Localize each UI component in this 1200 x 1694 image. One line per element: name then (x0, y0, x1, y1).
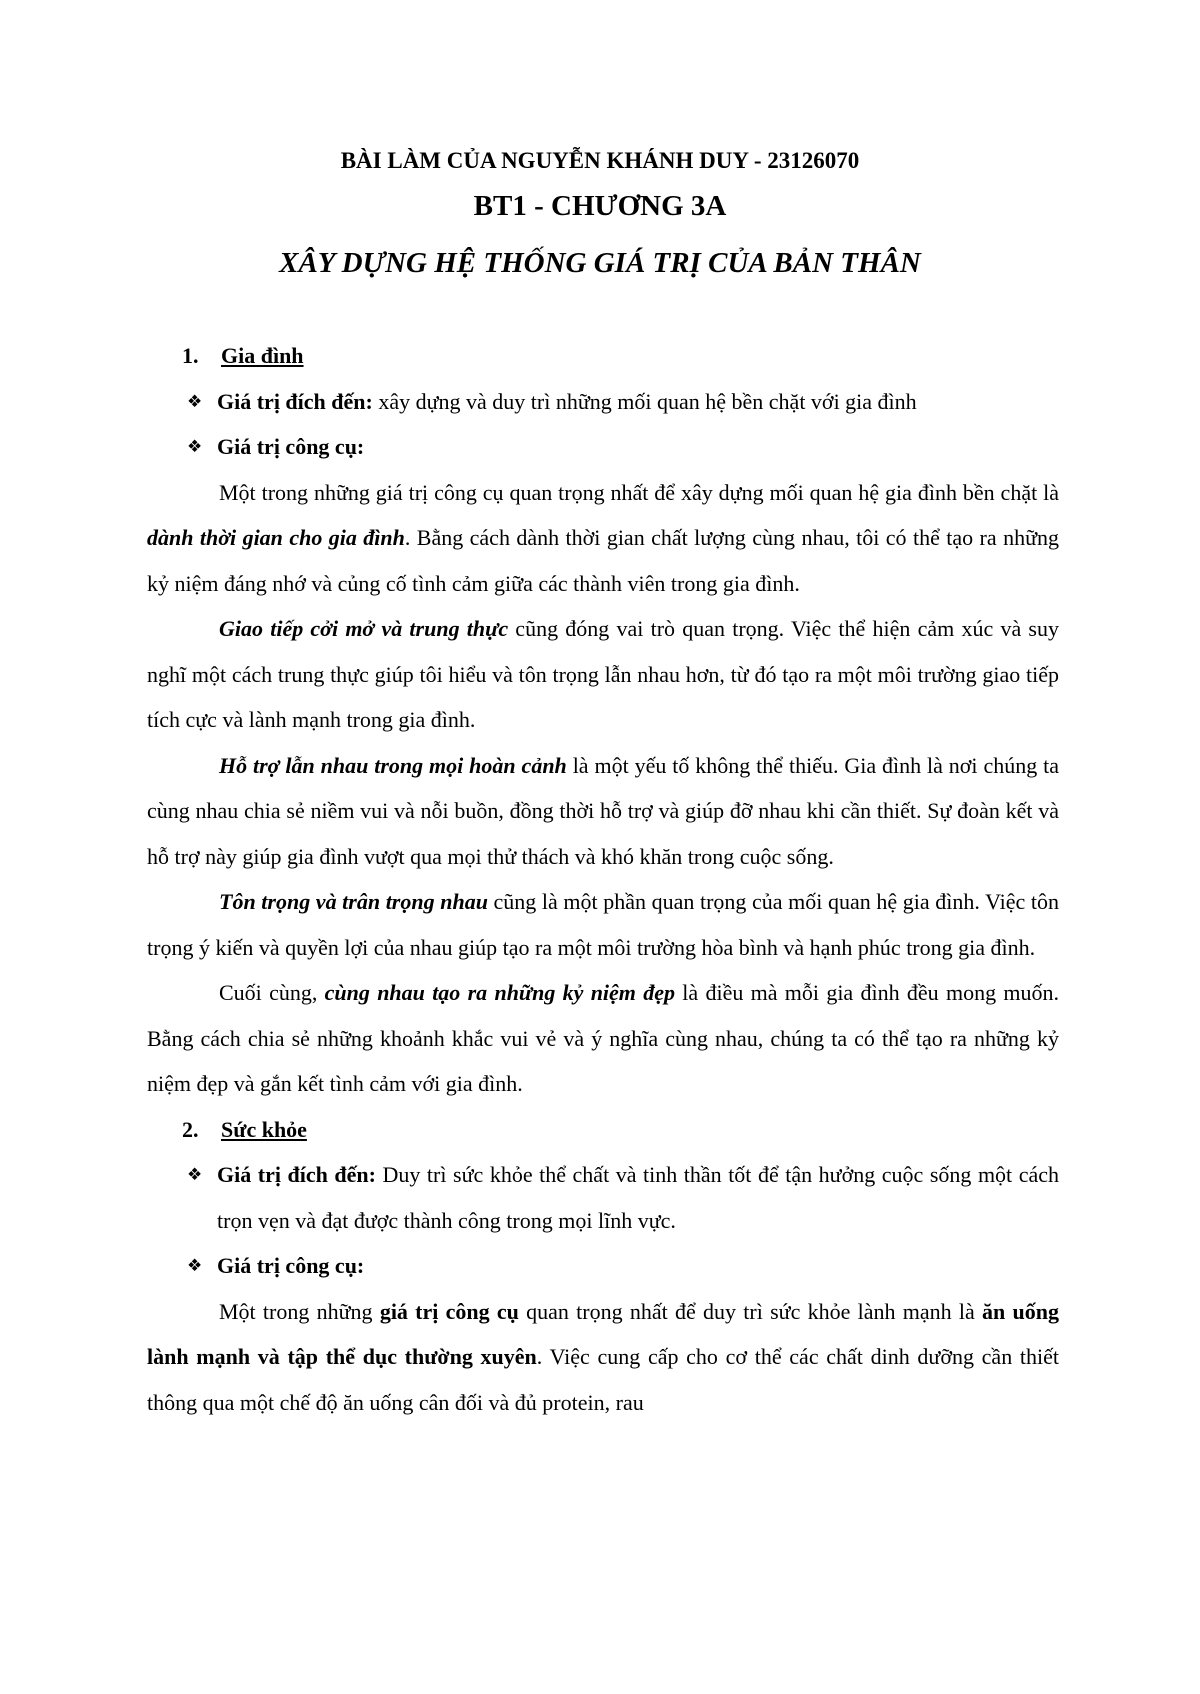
section-heading-family (147, 333, 1059, 379)
paragraph-text: cũng là một phần quan trọng của mối quan hệ gia đình. Việc tôn trọng ý kiến và quyền lợi của nhau giúp tạo ra một môi trường hòa bình và hạnh phúc trong gia đình. (147, 889, 1060, 960)
goal-bullet (147, 379, 1059, 425)
paragraph-text: cũng đóng vai trò quan trọng. Việc thể hiện cảm xúc và suy nghĩ một cách trung thực giúp tôi hiểu và tôn trọng lẫn nhau hơn, từ đó tạo ra một môi trường giao tiếp tích cực và lành mạnh trong gia đình. (147, 616, 1059, 732)
tools-bullet (147, 424, 1059, 470)
paragraph (147, 470, 1059, 607)
document-title: XÂY DỰNG HỆ THỐNG GIÁ TRỊ CỦA BẢN THÂN (279, 247, 921, 279)
paragraph (147, 879, 1059, 970)
paragraph-text: Cuối cùng, (219, 980, 325, 1005)
goal-label: Giá trị đích đến: (217, 1162, 376, 1187)
goal-text: Duy trì sức khỏe thể chất và tinh thần tốt để tận hưởng cuộc sống một cách trọn vẹn và đạt được thành công trong mọi lĩnh vực. (217, 1162, 1060, 1233)
emphasis-text: Hỗ trợ lẫn nhau trong mọi hoàn cảnh (219, 752, 567, 778)
paragraph-text: . Bằng cách dành thời gian chất lượng cùng nhau, tôi có thể tạo ra những kỷ niệm đáng nhớ và củng cố tình cảm giữa các thành viên trong gia đình. (147, 525, 1059, 596)
goal-label: Giá trị đích đến: (217, 388, 373, 414)
tools-label: Giá trị công cụ: (217, 1253, 365, 1278)
emphasis-text: Giao tiếp cởi mở và trung thực (219, 616, 509, 641)
paragraph (147, 1289, 1059, 1426)
paragraph-text: là điều mà mỗi gia đình đều mong muốn. Bằng cách chia sẻ những khoảnh khắc vui vẻ và ý nghĩa cùng nhau, chúng ta có thể tạo ra những kỷ niệm đẹp và gắn kết tình cảm với gia đình. (147, 980, 1059, 1096)
tools-bullet (147, 1243, 1059, 1289)
paragraph (147, 606, 1059, 743)
document-body (147, 333, 1059, 1425)
tools-label: Giá trị công cụ: (217, 434, 365, 459)
goal-text: xây dựng và duy trì những mối quan hệ bền chặt với gia đình (372, 388, 917, 414)
paragraph-text: . Việc cung cấp cho cơ thể các chất dinh dưỡng cần thiết thông qua một chế độ ăn uống cân đối và đủ protein, rau (147, 1344, 1059, 1415)
paragraph-text: Một trong những giá trị công cụ quan trọng nhất để xây dựng mối quan hệ gia đình bền chặt là (219, 479, 1059, 505)
diamond-bullet-icon: ❖ (187, 391, 203, 411)
goal-bullet (147, 1152, 1059, 1243)
section-heading-health (147, 1107, 1059, 1153)
paragraph (147, 970, 1059, 1107)
bold-text: ăn uống lành mạnh và tập thể dục thường xuyên (147, 1298, 1059, 1369)
paragraph-text: là một yếu tố không thể thiếu. Gia đình là nơi chúng ta cùng nhau chia sẻ niềm vui và nỗi buồn, đồng thời hỗ trợ và giúp đỡ nhau khi cần thiết. Sự đoàn kết và hỗ trợ này giúp gia đình vượt qua mọi thử thách và khó khăn trong cuộc sống. (147, 752, 1059, 869)
paragraph-text: Một trong những (219, 1298, 380, 1324)
section-heading-text: Gia đình (221, 343, 304, 368)
paragraph-text: quan trọng nhất để duy trì sức khỏe lành mạnh là (518, 1298, 983, 1324)
emphasis-text: dành thời gian cho gia đình (147, 525, 405, 550)
diamond-bullet-icon: ❖ (187, 1165, 203, 1184)
diamond-bullet-icon: ❖ (187, 437, 203, 456)
section-number: 1. (182, 343, 199, 368)
paragraph (147, 743, 1059, 880)
bold-text: giá trị công cụ (379, 1298, 519, 1324)
assignment-title: BT1 - CHƯƠNG 3A (473, 190, 727, 222)
section-heading-text: Sức khỏe (221, 1116, 307, 1142)
author-line: BÀI LÀM CỦA NGUYỄN KHÁNH DUY - 23126070 (340, 148, 860, 173)
emphasis-text: Tôn trọng và trân trọng nhau (219, 889, 488, 914)
emphasis-text: cùng nhau tạo ra những kỷ niệm đẹp (324, 980, 675, 1005)
diamond-bullet-icon: ❖ (187, 1256, 203, 1275)
section-number: 2. (182, 1116, 199, 1142)
